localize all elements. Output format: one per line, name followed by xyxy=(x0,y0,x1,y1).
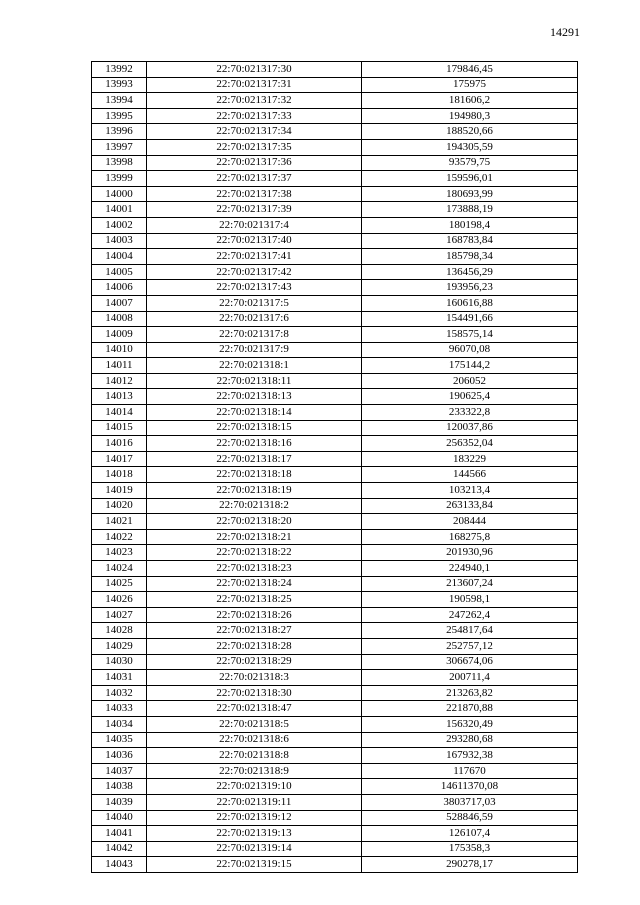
cadastral-value-cell: 96070,08 xyxy=(362,342,578,358)
cadastral-number-cell: 22:70:021318:28 xyxy=(147,638,362,654)
cadastral-value-cell: 213607,24 xyxy=(362,576,578,592)
cadastral-value-cell: 180198,4 xyxy=(362,217,578,233)
cadastral-number-cell: 22:70:021317:33 xyxy=(147,108,362,124)
cadastral-number-cell: 22:70:021318:27 xyxy=(147,623,362,639)
row-number-cell: 14037 xyxy=(92,763,147,779)
row-number-cell: 14028 xyxy=(92,623,147,639)
table-row xyxy=(92,498,578,514)
cadastral-number-cell: 22:70:021318:8 xyxy=(147,748,362,764)
cadastral-number-cell: 22:70:021317:4 xyxy=(147,217,362,233)
cadastral-value-cell: 158575,14 xyxy=(362,327,578,343)
row-number-cell: 13999 xyxy=(92,171,147,187)
cadastral-number-cell: 22:70:021317:34 xyxy=(147,124,362,140)
cadastral-number-cell: 22:70:021318:23 xyxy=(147,561,362,577)
table-row xyxy=(92,779,578,795)
table-row xyxy=(92,249,578,265)
row-number-cell: 14001 xyxy=(92,202,147,218)
cadastral-number-cell: 22:70:021317:37 xyxy=(147,171,362,187)
cadastral-value-cell: 175144,2 xyxy=(362,358,578,374)
cadastral-value-cell: 167932,38 xyxy=(362,748,578,764)
page-number: 14291 xyxy=(550,25,580,39)
row-number-cell: 14008 xyxy=(92,311,147,327)
row-number-cell: 13992 xyxy=(92,62,147,78)
row-number-cell: 13996 xyxy=(92,124,147,140)
table-row xyxy=(92,670,578,686)
cadastral-number-cell: 22:70:021318:17 xyxy=(147,451,362,467)
cadastral-number-cell: 22:70:021318:47 xyxy=(147,701,362,717)
cadastral-number-cell: 22:70:021317:31 xyxy=(147,77,362,93)
row-number-cell: 14006 xyxy=(92,280,147,296)
table-row xyxy=(92,794,578,810)
cadastral-value-cell: 206052 xyxy=(362,373,578,389)
cadastral-number-cell: 22:70:021318:24 xyxy=(147,576,362,592)
row-number-cell: 13997 xyxy=(92,139,147,155)
cadastral-number-cell: 22:70:021318:1 xyxy=(147,358,362,374)
cadastral-value-cell: 93579,75 xyxy=(362,155,578,171)
cadastral-number-cell: 22:70:021317:32 xyxy=(147,93,362,109)
cadastral-number-cell: 22:70:021317:6 xyxy=(147,311,362,327)
table-row xyxy=(92,514,578,530)
cadastral-value-cell: 160616,88 xyxy=(362,295,578,311)
cadastral-value-cell: 159596,01 xyxy=(362,171,578,187)
row-number-cell: 13995 xyxy=(92,108,147,124)
cadastral-number-cell: 22:70:021317:40 xyxy=(147,233,362,249)
table-row xyxy=(92,202,578,218)
table-row xyxy=(92,763,578,779)
cadastral-number-cell: 22:70:021319:11 xyxy=(147,794,362,810)
cadastral-number-cell: 22:70:021318:21 xyxy=(147,529,362,545)
cadastral-number-cell: 22:70:021317:38 xyxy=(147,186,362,202)
table-row xyxy=(92,139,578,155)
table-row xyxy=(92,826,578,842)
table-row xyxy=(92,389,578,405)
cadastral-value-cell: 194980,3 xyxy=(362,108,578,124)
cadastral-value-cell: 528846,59 xyxy=(362,810,578,826)
cadastral-value-cell: 221870,88 xyxy=(362,701,578,717)
cadastral-value-cell: 173888,19 xyxy=(362,202,578,218)
row-number-cell: 14026 xyxy=(92,592,147,608)
cadastral-number-cell: 22:70:021318:6 xyxy=(147,732,362,748)
table-row xyxy=(92,576,578,592)
cadastral-value-cell: 136456,29 xyxy=(362,264,578,280)
table-row xyxy=(92,311,578,327)
cadastral-number-cell: 22:70:021318:16 xyxy=(147,436,362,452)
row-number-cell: 14036 xyxy=(92,748,147,764)
table-row xyxy=(92,233,578,249)
cadastral-value-cell: 120037,86 xyxy=(362,420,578,436)
cadastral-number-cell: 22:70:021318:29 xyxy=(147,654,362,670)
cadastral-number-cell: 22:70:021319:14 xyxy=(147,841,362,857)
cadastral-value-cell: 290278,17 xyxy=(362,857,578,873)
cadastral-value-cell: 200711,4 xyxy=(362,670,578,686)
table-row xyxy=(92,561,578,577)
cadastral-value-cell: 252757,12 xyxy=(362,638,578,654)
table-row xyxy=(92,436,578,452)
cadastral-value-cell: 175358,3 xyxy=(362,841,578,857)
cadastral-value-cell: 126107,4 xyxy=(362,826,578,842)
cadastral-value-cell: 194305,59 xyxy=(362,139,578,155)
cadastral-value-cell: 179846,45 xyxy=(362,62,578,78)
row-number-cell: 13994 xyxy=(92,93,147,109)
cadastral-number-cell: 22:70:021318:18 xyxy=(147,467,362,483)
cadastral-value-cell: 180693,99 xyxy=(362,186,578,202)
cadastral-number-cell: 22:70:021318:25 xyxy=(147,592,362,608)
table-row xyxy=(92,841,578,857)
cadastral-number-cell: 22:70:021318:9 xyxy=(147,763,362,779)
cadastral-value-cell: 254817,64 xyxy=(362,623,578,639)
cadastral-value-cell: 306674,06 xyxy=(362,654,578,670)
cadastral-number-cell: 22:70:021318:3 xyxy=(147,670,362,686)
row-number-cell: 14033 xyxy=(92,701,147,717)
cadastral-value-cell: 156320,49 xyxy=(362,716,578,732)
table-row xyxy=(92,62,578,78)
row-number-cell: 14016 xyxy=(92,436,147,452)
row-number-cell: 13998 xyxy=(92,155,147,171)
row-number-cell: 14040 xyxy=(92,810,147,826)
row-number-cell: 14042 xyxy=(92,841,147,857)
row-number-cell: 14032 xyxy=(92,685,147,701)
cadastral-value-cell: 193956,23 xyxy=(362,280,578,296)
cadastral-value-cell: 256352,04 xyxy=(362,436,578,452)
table-row xyxy=(92,529,578,545)
table-row xyxy=(92,217,578,233)
row-number-cell: 14011 xyxy=(92,358,147,374)
row-number-cell: 14024 xyxy=(92,561,147,577)
table-row xyxy=(92,654,578,670)
row-number-cell: 14010 xyxy=(92,342,147,358)
row-number-cell: 14038 xyxy=(92,779,147,795)
cadastral-value-cell: 185798,34 xyxy=(362,249,578,265)
cadastral-value-cell: 213263,82 xyxy=(362,685,578,701)
row-number-cell: 14020 xyxy=(92,498,147,514)
table-row xyxy=(92,327,578,343)
table-row xyxy=(92,124,578,140)
cadastral-value-cell: 190625,4 xyxy=(362,389,578,405)
cadastral-value-cell: 201930,96 xyxy=(362,545,578,561)
cadastral-value-cell: 224940,1 xyxy=(362,561,578,577)
cadastral-number-cell: 22:70:021319:12 xyxy=(147,810,362,826)
cadastral-number-cell: 22:70:021319:15 xyxy=(147,857,362,873)
table-row xyxy=(92,638,578,654)
row-number-cell: 14015 xyxy=(92,420,147,436)
table-row xyxy=(92,155,578,171)
cadastral-number-cell: 22:70:021318:13 xyxy=(147,389,362,405)
table-row xyxy=(92,592,578,608)
cadastral-value-cell: 168275,8 xyxy=(362,529,578,545)
cadastral-value-cell: 190598,1 xyxy=(362,592,578,608)
table-row xyxy=(92,732,578,748)
cadastral-value-cell: 233322,8 xyxy=(362,405,578,421)
cadastral-number-cell: 22:70:021318:22 xyxy=(147,545,362,561)
row-number-cell: 14035 xyxy=(92,732,147,748)
cadastral-value-cell: 181606,2 xyxy=(362,93,578,109)
row-number-cell: 14029 xyxy=(92,638,147,654)
cadastral-number-cell: 22:70:021318:14 xyxy=(147,405,362,421)
row-number-cell: 14005 xyxy=(92,264,147,280)
table-row xyxy=(92,685,578,701)
table-row xyxy=(92,810,578,826)
table-row xyxy=(92,171,578,187)
cadastral-number-cell: 22:70:021317:8 xyxy=(147,327,362,343)
row-number-cell: 14039 xyxy=(92,794,147,810)
cadastral-number-cell: 22:70:021317:5 xyxy=(147,295,362,311)
cadastral-value-cell: 263133,84 xyxy=(362,498,578,514)
row-number-cell: 14022 xyxy=(92,529,147,545)
table-row xyxy=(92,108,578,124)
row-number-cell: 14018 xyxy=(92,467,147,483)
table-row xyxy=(92,483,578,499)
row-number-cell: 14013 xyxy=(92,389,147,405)
cadastral-number-cell: 22:70:021317:41 xyxy=(147,249,362,265)
row-number-cell: 13993 xyxy=(92,77,147,93)
row-number-cell: 14000 xyxy=(92,186,147,202)
cadastral-value-cell: 14611370,08 xyxy=(362,779,578,795)
cadastral-number-cell: 22:70:021318:26 xyxy=(147,607,362,623)
table-row xyxy=(92,716,578,732)
cadastral-number-cell: 22:70:021317:36 xyxy=(147,155,362,171)
table-body xyxy=(92,62,578,873)
row-number-cell: 14043 xyxy=(92,857,147,873)
cadastral-value-cell: 144566 xyxy=(362,467,578,483)
table-row xyxy=(92,77,578,93)
row-number-cell: 14014 xyxy=(92,405,147,421)
table-row xyxy=(92,607,578,623)
cadastral-number-cell: 22:70:021317:43 xyxy=(147,280,362,296)
cadastral-value-cell: 188520,66 xyxy=(362,124,578,140)
table-row xyxy=(92,280,578,296)
row-number-cell: 14031 xyxy=(92,670,147,686)
table-row xyxy=(92,342,578,358)
row-number-cell: 14025 xyxy=(92,576,147,592)
row-number-cell: 14034 xyxy=(92,716,147,732)
cadastral-value-cell: 154491,66 xyxy=(362,311,578,327)
cadastral-number-cell: 22:70:021318:5 xyxy=(147,716,362,732)
cadastral-number-cell: 22:70:021319:13 xyxy=(147,826,362,842)
row-number-cell: 14007 xyxy=(92,295,147,311)
cadastral-value-cell: 183229 xyxy=(362,451,578,467)
table-row xyxy=(92,623,578,639)
table-row xyxy=(92,467,578,483)
cadastral-value-cell: 117670 xyxy=(362,763,578,779)
cadastral-value-cell: 247262,4 xyxy=(362,607,578,623)
table-row xyxy=(92,420,578,436)
row-number-cell: 14017 xyxy=(92,451,147,467)
table-row xyxy=(92,451,578,467)
table-row xyxy=(92,264,578,280)
table-row xyxy=(92,701,578,717)
cadastral-number-cell: 22:70:021319:10 xyxy=(147,779,362,795)
row-number-cell: 14002 xyxy=(92,217,147,233)
row-number-cell: 14019 xyxy=(92,483,147,499)
row-number-cell: 14027 xyxy=(92,607,147,623)
row-number-cell: 14041 xyxy=(92,826,147,842)
cadastral-number-cell: 22:70:021318:20 xyxy=(147,514,362,530)
cadastral-value-cell: 168783,84 xyxy=(362,233,578,249)
row-number-cell: 14030 xyxy=(92,654,147,670)
cadastral-number-cell: 22:70:021318:30 xyxy=(147,685,362,701)
cadastral-number-cell: 22:70:021317:42 xyxy=(147,264,362,280)
cadastral-number-cell: 22:70:021317:9 xyxy=(147,342,362,358)
cadastral-value-table xyxy=(91,61,578,873)
cadastral-number-cell: 22:70:021317:39 xyxy=(147,202,362,218)
table-row xyxy=(92,93,578,109)
table-row xyxy=(92,373,578,389)
cadastral-value-cell: 103213,4 xyxy=(362,483,578,499)
row-number-cell: 14021 xyxy=(92,514,147,530)
table-row xyxy=(92,857,578,873)
table-row xyxy=(92,748,578,764)
row-number-cell: 14003 xyxy=(92,233,147,249)
table-row xyxy=(92,545,578,561)
row-number-cell: 14004 xyxy=(92,249,147,265)
cadastral-number-cell: 22:70:021317:35 xyxy=(147,139,362,155)
cadastral-value-cell: 293280,68 xyxy=(362,732,578,748)
cadastral-value-cell: 208444 xyxy=(362,514,578,530)
cadastral-number-cell: 22:70:021318:11 xyxy=(147,373,362,389)
cadastral-value-cell: 175975 xyxy=(362,77,578,93)
table-row xyxy=(92,186,578,202)
cadastral-number-cell: 22:70:021318:19 xyxy=(147,483,362,499)
row-number-cell: 14012 xyxy=(92,373,147,389)
table-row xyxy=(92,358,578,374)
cadastral-number-cell: 22:70:021318:2 xyxy=(147,498,362,514)
cadastral-number-cell: 22:70:021317:30 xyxy=(147,62,362,78)
cadastral-number-cell: 22:70:021318:15 xyxy=(147,420,362,436)
table-row xyxy=(92,295,578,311)
cadastral-value-cell: 3803717,03 xyxy=(362,794,578,810)
row-number-cell: 14023 xyxy=(92,545,147,561)
table-row xyxy=(92,405,578,421)
row-number-cell: 14009 xyxy=(92,327,147,343)
